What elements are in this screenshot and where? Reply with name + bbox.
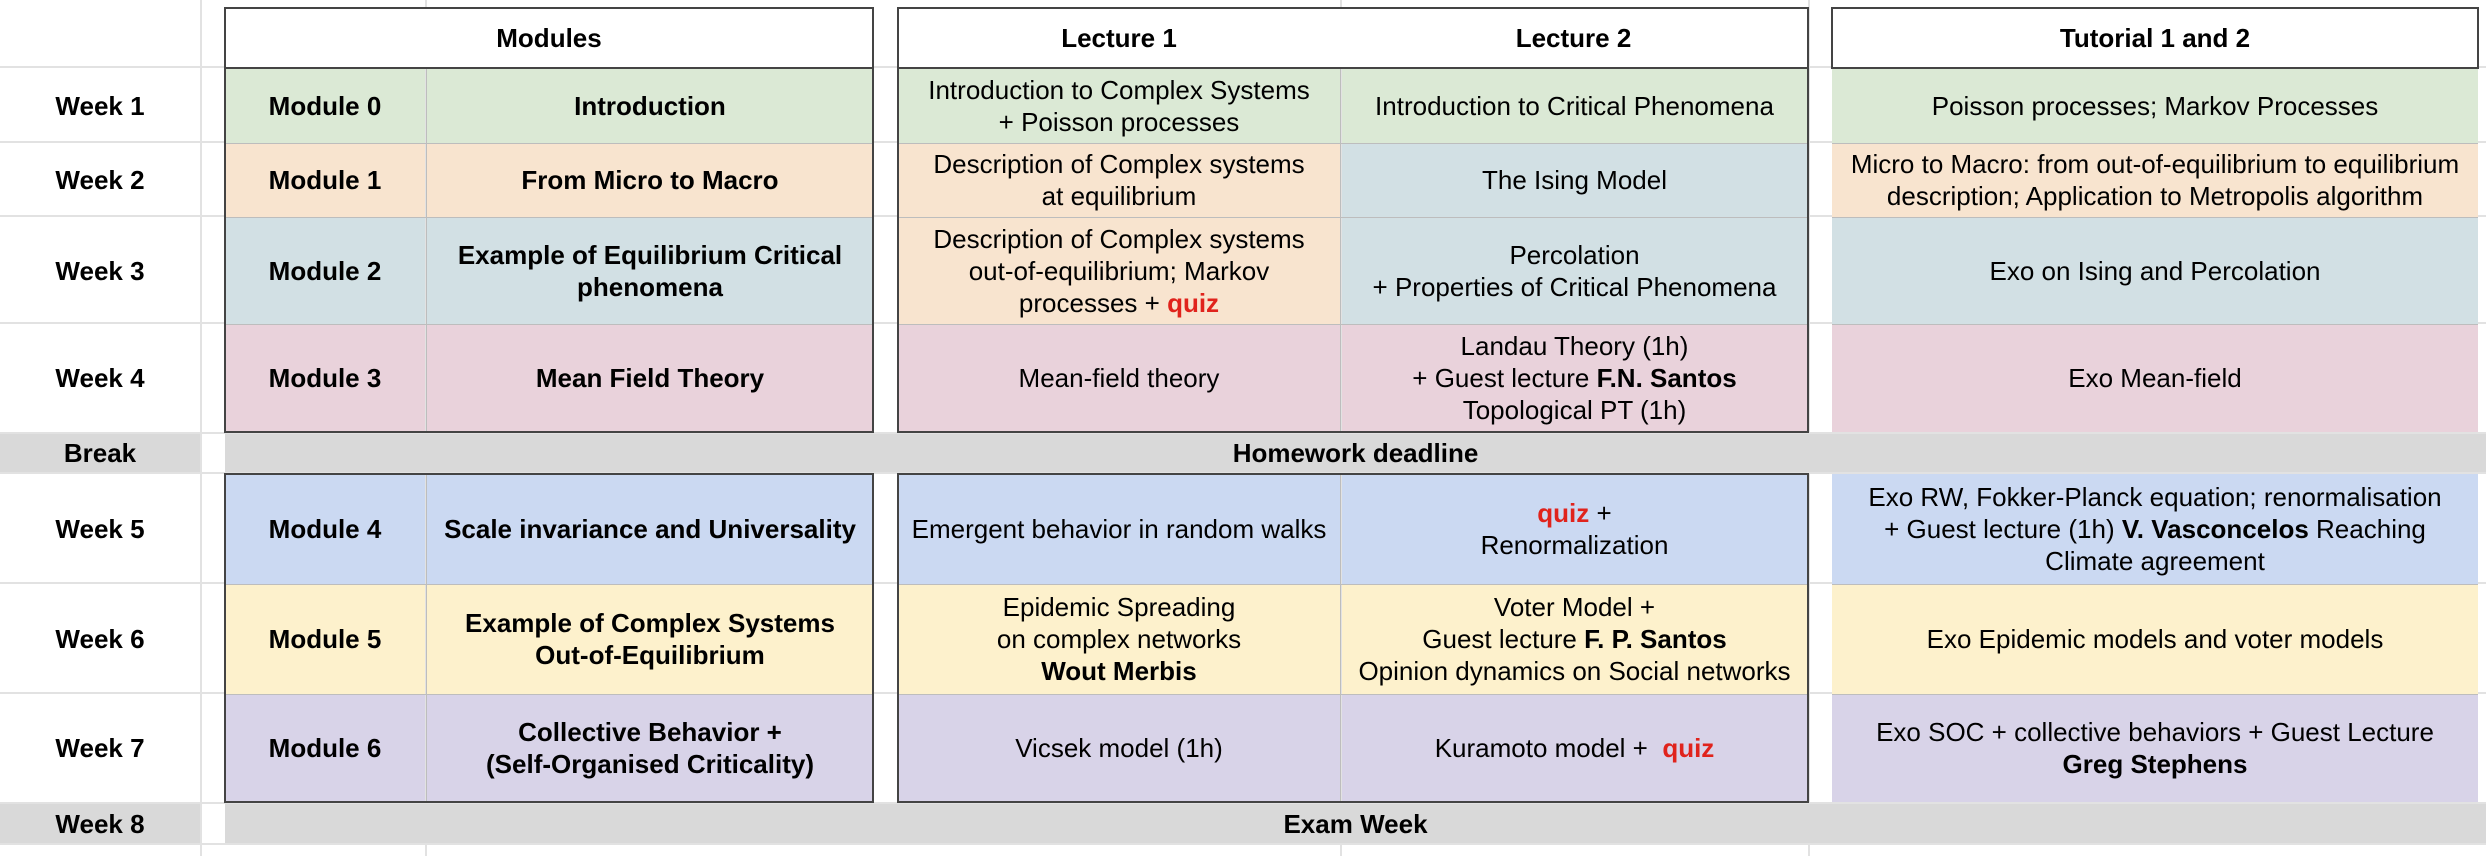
cell-divider bbox=[225, 217, 873, 218]
cell-divider bbox=[1832, 694, 2478, 695]
lecture-line: Epidemic Spreading bbox=[1002, 592, 1236, 622]
guest-name: Wout Merbis bbox=[1041, 656, 1197, 686]
week-label[interactable]: Week 7 bbox=[55, 733, 145, 763]
header-tutorial[interactable]: Tutorial 1 and 2 bbox=[1832, 8, 2478, 68]
cell-divider bbox=[426, 474, 427, 802]
cell-divider bbox=[225, 694, 873, 695]
tutorial-cell[interactable]: Exo Epidemic models and voter models bbox=[1832, 584, 2478, 694]
exam-week-banner[interactable]: Exam Week bbox=[225, 804, 2486, 843]
homework-deadline-banner[interactable]: Homework deadline bbox=[225, 434, 2486, 472]
cell-divider bbox=[1832, 143, 2478, 144]
lecture-line: Guest lecture bbox=[1422, 624, 1577, 654]
lecture-text: + bbox=[1589, 498, 1612, 528]
lecture-line: Landau Theory (1h) bbox=[1460, 331, 1689, 361]
grid-line bbox=[1808, 0, 1810, 856]
module-title-cell[interactable]: Example of Complex Systems Out-of-Equilibrium bbox=[427, 584, 873, 694]
lecture-2-cell[interactable] bbox=[1342, 324, 1807, 432]
grid-line bbox=[200, 0, 202, 856]
module-id-cell[interactable]: Module 5 bbox=[225, 584, 425, 694]
week-label[interactable]: Week 2 bbox=[55, 165, 145, 195]
lecture-1-cell[interactable] bbox=[898, 584, 1340, 694]
lecture-2-cell[interactable] bbox=[1342, 584, 1807, 694]
tutorial-cell[interactable] bbox=[1832, 474, 2478, 584]
header-modules[interactable]: Modules bbox=[225, 8, 873, 68]
module-title-cell[interactable]: Scale invariance and Universality bbox=[427, 474, 873, 584]
cell-divider bbox=[225, 143, 873, 144]
lecture-text: Kuramoto model + bbox=[1434, 733, 1648, 763]
week-label-break[interactable]: Break bbox=[0, 434, 200, 472]
lecture-2-cell[interactable] bbox=[1342, 474, 1807, 584]
tutorial-line: Reaching bbox=[2316, 514, 2426, 544]
module-id-cell[interactable]: Module 1 bbox=[225, 143, 425, 217]
module-title-cell[interactable]: Collective Behavior + (Self-Organised Criticality) bbox=[427, 694, 873, 802]
cell-divider bbox=[1832, 217, 2478, 218]
guest-name: Greg Stephens bbox=[2062, 749, 2248, 779]
lecture-1-cell[interactable]: Vicsek model (1h) bbox=[898, 694, 1340, 802]
module-id-cell[interactable]: Module 0 bbox=[225, 68, 425, 143]
week-label-exam[interactable]: Week 8 bbox=[0, 804, 200, 843]
module-title-cell[interactable]: From Micro to Macro bbox=[427, 143, 873, 217]
tutorial-cell[interactable]: Poisson processes; Markov Processes bbox=[1832, 68, 2478, 143]
cell-divider bbox=[1832, 324, 2478, 325]
tutorial-cell[interactable]: Micro to Macro: from out-of-equilibrium to equilibrium description; Application to Metropolis algorithm bbox=[1832, 143, 2478, 217]
cell-divider bbox=[1832, 584, 2478, 585]
grid-line bbox=[0, 843, 2486, 845]
cell-divider bbox=[898, 217, 1807, 218]
header-lecture-2[interactable]: Lecture 2 bbox=[1340, 8, 1807, 68]
quiz-label: quiz bbox=[1537, 498, 1590, 528]
module-title-cell[interactable]: Example of Equilibrium Critical phenomena bbox=[427, 217, 873, 324]
week-label[interactable]: Week 1 bbox=[55, 90, 145, 121]
cell-divider bbox=[898, 324, 1807, 325]
cell-divider bbox=[898, 584, 1807, 585]
lecture-line: + Guest lecture bbox=[1412, 363, 1590, 393]
tutorial-line: Exo SOC + collective behaviors + Guest Lecture bbox=[1876, 717, 2434, 747]
module-id-cell[interactable]: Module 4 bbox=[225, 474, 425, 584]
module-id-cell[interactable]: Module 3 bbox=[225, 324, 425, 432]
lecture-line: Renormalization bbox=[1480, 530, 1669, 560]
cell-divider bbox=[898, 143, 1807, 144]
module-id-cell[interactable]: Module 6 bbox=[225, 694, 425, 802]
tutorial-cell[interactable]: Exo Mean-field bbox=[1832, 324, 2478, 432]
guest-name: V. Vasconcelos bbox=[2121, 514, 2309, 544]
guest-name: F. P. Santos bbox=[1584, 624, 1727, 654]
cell-divider bbox=[898, 694, 1807, 695]
lecture-line: on complex networks bbox=[996, 624, 1242, 654]
tutorial-line: Exo RW, Fokker-Planck equation; renormalisation bbox=[1868, 482, 2442, 512]
lecture-1-cell[interactable]: Introduction to Complex Systems + Poisson processes bbox=[898, 68, 1340, 143]
module-title-cell[interactable]: Introduction bbox=[427, 68, 873, 143]
quiz-label: quiz bbox=[1167, 287, 1220, 318]
lecture-line: Topological PT (1h) bbox=[1462, 395, 1687, 425]
week-label[interactable]: Week 5 bbox=[55, 514, 145, 544]
cell-divider bbox=[1340, 474, 1341, 802]
tutorial-cell[interactable]: Exo on Ising and Percolation bbox=[1832, 217, 2478, 324]
lecture-2-cell[interactable]: Introduction to Critical Phenomena bbox=[1342, 68, 1807, 143]
lecture-line: Opinion dynamics on Social networks bbox=[1358, 656, 1791, 686]
tutorial-cell[interactable] bbox=[1832, 694, 2478, 802]
lecture-1-cell[interactable] bbox=[898, 217, 1340, 324]
cell-divider bbox=[426, 68, 427, 432]
lecture-1-cell[interactable]: Description of Complex systems at equilibrium bbox=[898, 143, 1340, 217]
module-title-cell[interactable]: Mean Field Theory bbox=[427, 324, 873, 432]
lecture-text: Description of Complex systems out-of-equilibrium; Markov processes + bbox=[933, 223, 1305, 318]
week-label[interactable]: Week 3 bbox=[55, 255, 145, 286]
module-id-cell[interactable]: Module 2 bbox=[225, 217, 425, 324]
tutorial-line: + Guest lecture (1h) bbox=[1884, 514, 2115, 544]
lecture-2-cell[interactable]: Percolation + Properties of Critical Phenomena bbox=[1342, 217, 1807, 324]
lecture-line: Voter Model + bbox=[1493, 592, 1656, 622]
lecture-2-cell[interactable] bbox=[1342, 694, 1807, 802]
lecture-1-cell[interactable]: Mean-field theory bbox=[898, 324, 1340, 432]
cell-divider bbox=[225, 324, 873, 325]
week-label[interactable]: Week 4 bbox=[55, 363, 145, 393]
quiz-label: quiz bbox=[1662, 733, 1715, 763]
lecture-2-cell[interactable]: The Ising Model bbox=[1342, 143, 1807, 217]
header-lecture-1[interactable]: Lecture 1 bbox=[898, 8, 1340, 68]
week-label[interactable]: Week 6 bbox=[55, 624, 145, 654]
cell-divider bbox=[1340, 68, 1341, 432]
lecture-1-cell[interactable]: Emergent behavior in random walks bbox=[898, 474, 1340, 584]
tutorial-line: Climate agreement bbox=[2045, 546, 2265, 576]
guest-name: F.N. Santos bbox=[1596, 363, 1737, 393]
cell-divider bbox=[225, 584, 873, 585]
